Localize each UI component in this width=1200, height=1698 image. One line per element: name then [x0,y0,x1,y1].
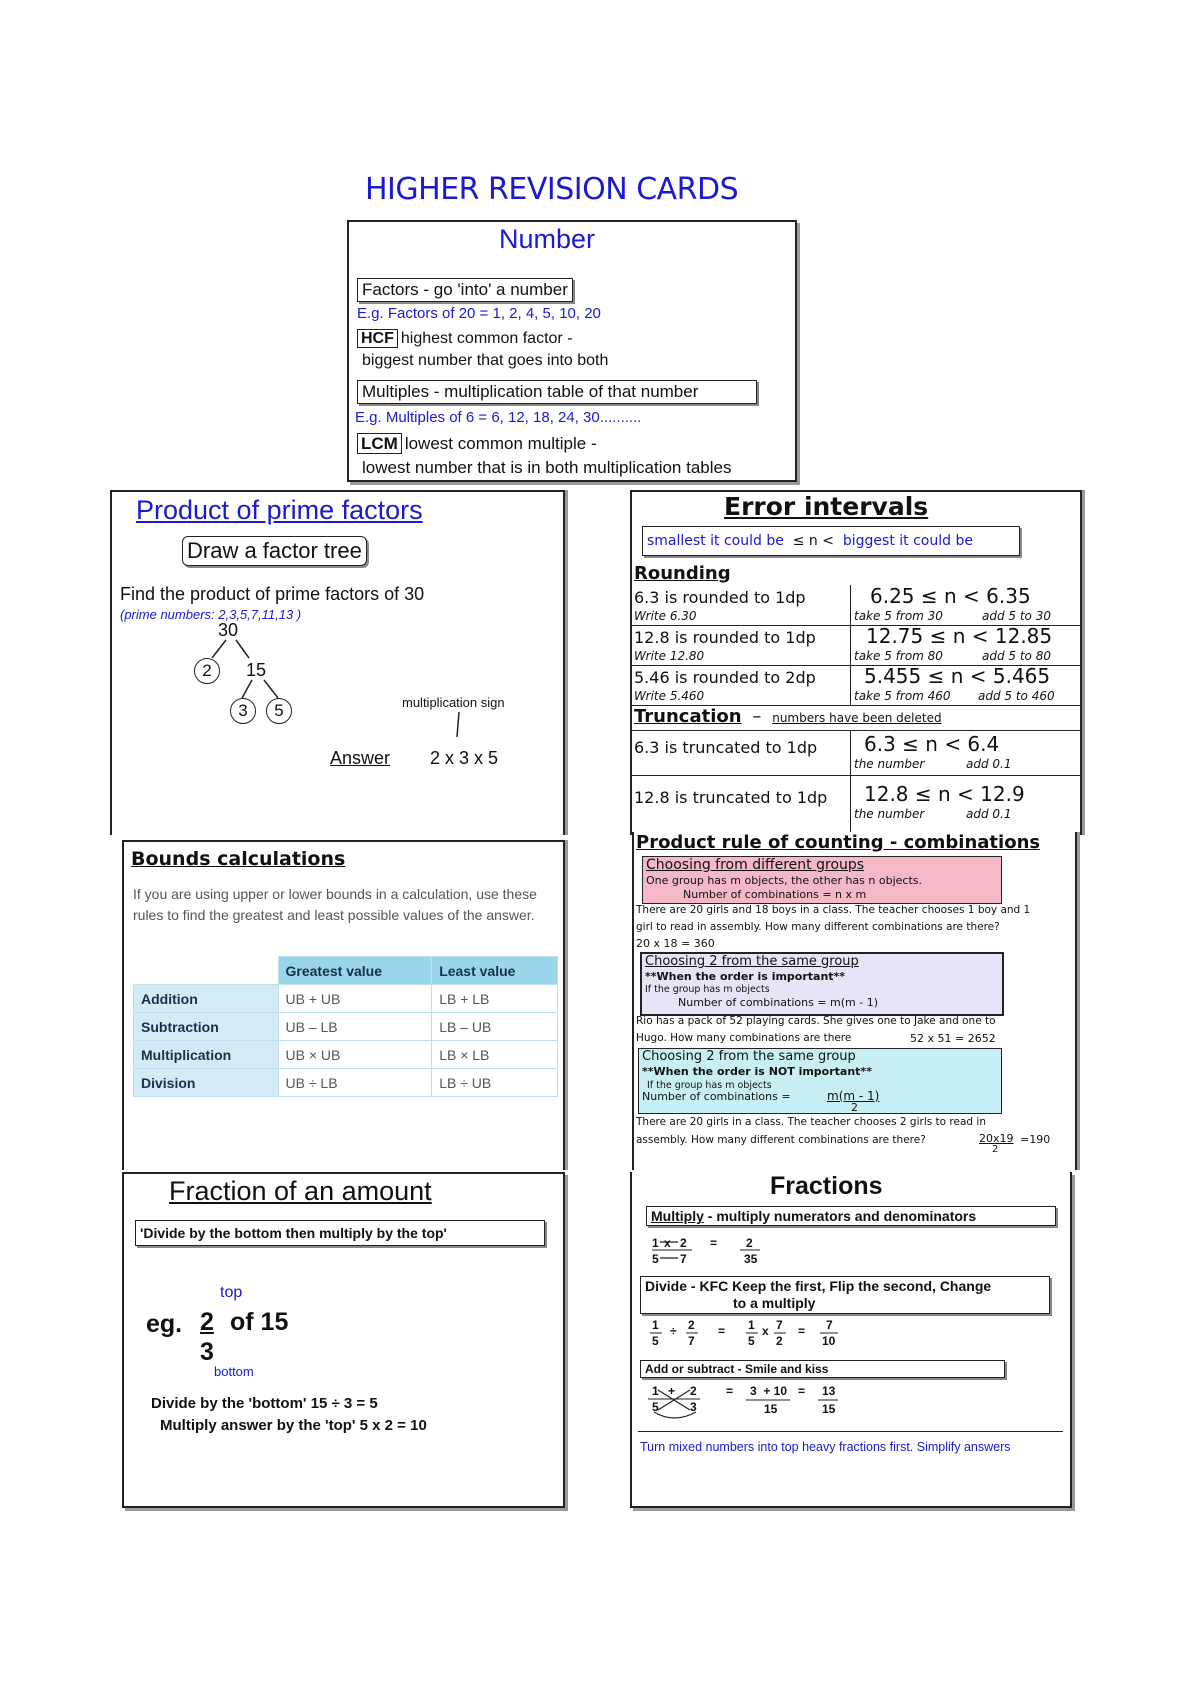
header-least: Least value [432,957,558,985]
trunc-row-1-right: 6.3 ≤ n < 6.4 [864,732,1000,756]
row-least: LB × LB [432,1041,558,1069]
mul-b-num: 2 [680,1236,687,1250]
round-row-3-right: 5.455 ≤ n < 5.465 [864,664,1051,688]
row-least: LB ÷ UB [432,1069,558,1097]
bounds-table [133,956,558,1097]
example-2-line1: Rio has a pack of 52 playing cards. She gives one to Jake and one to [636,1015,996,1027]
group-same-unordered-title: Choosing 2 from the same group [642,1049,856,1064]
group-same-unordered-num: m(m - 1) [827,1089,880,1103]
add-text: - Smile and kiss [734,1362,829,1376]
group-different-box [642,856,1002,904]
group-same-unordered-line1: **When the order is NOT important** [642,1065,872,1078]
example-1-answer: 20 x 18 = 360 [636,937,715,950]
hcf-tag: HCF [357,329,398,348]
error-card-title: Error intervals [724,492,929,521]
mul-r-den: 35 [744,1252,758,1266]
round-row-2-note-b: add 5 to 80 [982,649,1051,663]
add-label: Add or subtract [645,1362,735,1376]
multiply-arrows [648,1236,788,1272]
number-card [347,220,797,482]
add-example [644,1384,874,1420]
divide-text: - KFC Keep the first, Flip the second, Change [687,1278,992,1294]
row-greatest: UB × UB [278,1041,432,1069]
group-different-title: Choosing from different groups [646,857,865,873]
tree-root: 30 [218,620,239,640]
truncation-note: numbers have been deleted [772,711,942,725]
fractions-footer: Turn mixed numbers into top heavy fractions first. Simplify answers [640,1440,1011,1454]
fraction-amount-rule: 'Divide by the bottom then multiply by the top' [135,1220,545,1246]
fraction-of-text: of 15 [230,1308,289,1336]
multiples-definition: Multiples - multiplication table of that number [357,380,757,404]
prime-card-title: Product of prime factors [136,495,423,525]
group-same-unordered-line3: Number of combinations = [642,1090,791,1103]
tree-node-15: 15 [246,660,267,680]
example-1-line1: There are 20 girls and 18 boys in a class. The teacher chooses 1 boy and 1 [636,904,1031,916]
round-row-1-note-a: take 5 from 30 [854,609,943,623]
page-title: HIGHER REVISION CARDS [365,172,739,207]
trunc-row-2-left: 12.8 is truncated to 1dp [634,788,828,807]
formula-mid: ≤ n < [792,533,834,549]
div-eq2: = [798,1324,806,1338]
div-c-num: 1 [748,1318,755,1332]
group-different-line2: Number of combinations = n x m [683,888,867,901]
factors-example: E.g. Factors of 20 = 1, 2, 4, 5, 10, 20 [357,305,601,322]
example-3-line1: There are 20 girls in a class. The teacher chooses 2 girls to read in [636,1116,986,1128]
bounds-card-title: Bounds calculations [131,848,346,870]
fraction-step-1: Divide by the 'bottom' 15 ÷ 3 = 5 [151,1395,378,1412]
div-a-num: 1 [652,1318,659,1332]
table-row [134,1069,558,1097]
group-different-line1: One group has m objects, the other has n objects. [646,874,922,887]
tree-leaf-2: 2 [194,658,220,684]
div-op: ÷ [670,1324,677,1338]
mul-r-num: 2 [746,1236,753,1250]
primes-note: (prime numbers: 2,3,5,7,11,13 ) [120,607,302,622]
tree-leaf-5: 5 [266,698,292,724]
lcm-definition [357,434,597,454]
div-r-den: 10 [822,1334,836,1348]
factor-tree-lines [112,492,565,835]
add-rule [640,1360,1005,1378]
sign-arrow [457,712,459,737]
trunc-row-2-note-b: add 0.1 [966,807,1012,821]
div-b-den: 7 [688,1334,695,1348]
add-r1-den: 15 [764,1402,778,1416]
row-op: Multiplication [134,1041,279,1069]
multiply-example [648,1236,788,1272]
smile-and-kiss [644,1384,874,1420]
example-3-den: 2 [992,1144,999,1155]
lcm-text-2: lowest number that is in both multiplication tables [362,458,732,477]
fractions-card-title: Fractions [770,1172,883,1200]
example-3-line2: assembly. How many different combinations are there? [636,1134,926,1146]
row-greatest: UB ÷ LB [278,1069,432,1097]
truncation-heading-row: Truncation – numbers have been deleted [634,706,942,727]
multiply-text: - multiply numerators and denominators [703,1208,977,1224]
lcm-tag: LCM [357,433,402,454]
answer-label: Answer [330,748,391,768]
add-r2-den: 15 [822,1402,836,1416]
fraction-amount-card [122,1172,565,1508]
trunc-row-2-right: 12.8 ≤ n < 12.9 [864,782,1025,806]
example-3-num: 20x19 [979,1132,1014,1145]
divide-text-2: to a multiply [733,1295,816,1311]
bottom-label: bottom [214,1364,254,1379]
mul-a-num: 1 [652,1236,659,1250]
tree-branch-right [236,640,249,658]
row-op: Addition [134,985,279,1013]
formula-right: biggest it could be [842,533,973,549]
div-d-num: 7 [776,1318,783,1332]
table-row [134,1013,558,1041]
round-row-3-left: 5.46 is rounded to 2dp [634,668,816,687]
round-row-3-note-a: take 5 from 460 [854,689,951,703]
round-row-3-note: Write 5.460 [634,689,705,703]
group-same-ordered-line3: Number of combinations = m(m - 1) [678,996,879,1009]
tree-branch-15-left [242,680,252,698]
formula-left: smallest it could be [647,533,784,549]
add-b-den: 3 [690,1400,697,1414]
div-b-num: 2 [688,1318,695,1332]
table-row [134,1041,558,1069]
tree-branch-15-right [264,680,278,698]
fraction-amount-title: Fraction of an amount [169,1176,432,1206]
round-row-2-note-a: take 5 from 80 [854,649,943,663]
add-r1-num: 3 + 10 [750,1384,788,1398]
row-op: Subtraction [134,1013,279,1041]
row-op: Division [134,1069,279,1097]
trunc-row-1-note-b: add 0.1 [966,757,1012,771]
bounds-header-row [134,957,558,985]
error-intervals-card [630,490,1082,835]
round-row-3-note-b: add 5 to 460 [978,689,1055,703]
error-formula [642,526,1020,556]
add-eq: = [726,1384,734,1398]
counting-card [632,832,1077,1170]
eg-label: eg. [146,1310,183,1338]
mul-eq: = [710,1236,718,1250]
tree-branch-left [212,640,226,658]
add-op: + [668,1384,676,1398]
row-greatest: UB + UB [278,985,432,1013]
div-x: x [762,1324,769,1338]
prime-card-subtitle: Draw a factor tree [182,536,367,566]
multiply-rule [646,1206,1056,1226]
header-greatest: Greatest value [278,957,432,985]
multiplication-sign-note: multiplication sign [402,695,505,710]
example-2-line2: Hugo. How many combinations are there [636,1032,852,1044]
add-b-num: 2 [690,1384,697,1398]
round-row-1-right: 6.25 ≤ n < 6.35 [870,584,1031,608]
fraction-numerator: 2 [200,1308,214,1336]
group-same-unordered-line2: If the group has m objects [647,1080,772,1091]
example-3-result: =190 [1020,1133,1051,1146]
fraction-step-2: Multiply answer by the 'top' 5 x 2 = 10 [160,1417,427,1434]
hcf-text: highest common factor - [400,330,573,347]
trunc-row-1-left: 6.3 is truncated to 1dp [634,738,818,757]
add-a-num: 1 [652,1384,659,1398]
hcf-definition [357,330,573,348]
trunc-row-2-note-a: the number [854,807,925,821]
row-greatest: UB – LB [278,1013,432,1041]
add-r2-num: 13 [822,1384,836,1398]
prime-factors-card [110,490,565,835]
table-row [134,985,558,1013]
round-row-2-right: 12.75 ≤ n < 12.85 [866,624,1053,648]
number-card-title: Number [499,224,596,254]
lcm-text: lowest common multiple - [404,434,597,453]
div-c-den: 5 [748,1334,755,1348]
tree-leaf-3: 3 [230,698,256,724]
round-row-1-left: 6.3 is rounded to 1dp [634,588,806,607]
row-least: LB – UB [432,1013,558,1041]
factors-definition: Factors - go 'into' a number [357,278,573,302]
round-row-1-note: Write 6.30 [634,609,697,623]
example-1-line2: girl to read in assembly. How many different combinations are there? [636,921,1000,933]
group-same-ordered-line2: If the group has m objects [645,984,770,995]
round-row-2-note: Write 12.80 [634,649,705,663]
example-2-answer: 52 x 51 = 2652 [910,1032,996,1045]
hcf-text-2: biggest number that goes into both [362,352,609,369]
add-eq2: = [798,1384,806,1398]
group-same-ordered-line1: **When the order is important** [645,970,846,983]
answer-value: 2 x 3 x 5 [430,748,499,768]
div-r-num: 7 [826,1318,833,1332]
bounds-intro: If you are using upper or lower bounds in a calculation, use these rules to find the greatest and least possible values of the answer. [133,886,537,923]
group-same-ordered-title: Choosing 2 from the same group [645,954,859,969]
multiply-label: Multiply [651,1208,704,1224]
divide-fraction-bars [648,1318,888,1354]
add-a-den: 5 [652,1400,659,1414]
divide-rule [640,1276,1050,1314]
div-d-den: 2 [776,1334,783,1348]
trunc-row-1-note-a: the number [854,757,925,771]
div-a-den: 5 [652,1334,659,1348]
group-same-unordered-box [638,1048,1002,1114]
multiples-example: E.g. Multiples of 6 = 6, 12, 18, 24, 30.......... [355,409,642,426]
top-label: top [220,1284,243,1301]
round-row-1-note-b: add 5 to 30 [982,609,1051,623]
bounds-card [122,840,565,1170]
group-same-ordered-box [640,952,1004,1016]
row-least: LB + LB [432,985,558,1013]
div-eq: = [718,1324,726,1338]
fractions-card [630,1172,1072,1508]
prime-question: Find the product of prime factors of 30 [120,584,425,604]
mul-b-den: 7 [680,1252,687,1266]
mul-x: x [664,1236,671,1250]
fraction-denominator: 3 [200,1338,214,1366]
mul-a-den: 5 [652,1252,659,1266]
counting-card-title: Product rule of counting - combinations [636,832,1041,853]
rounding-heading: Rounding [634,563,731,584]
group-same-unordered-den: 2 [851,1101,858,1114]
divide-example [648,1318,888,1354]
truncation-heading: Truncation [634,706,742,727]
round-row-2-left: 12.8 is rounded to 1dp [634,628,816,647]
divide-label: Divide [645,1278,688,1294]
